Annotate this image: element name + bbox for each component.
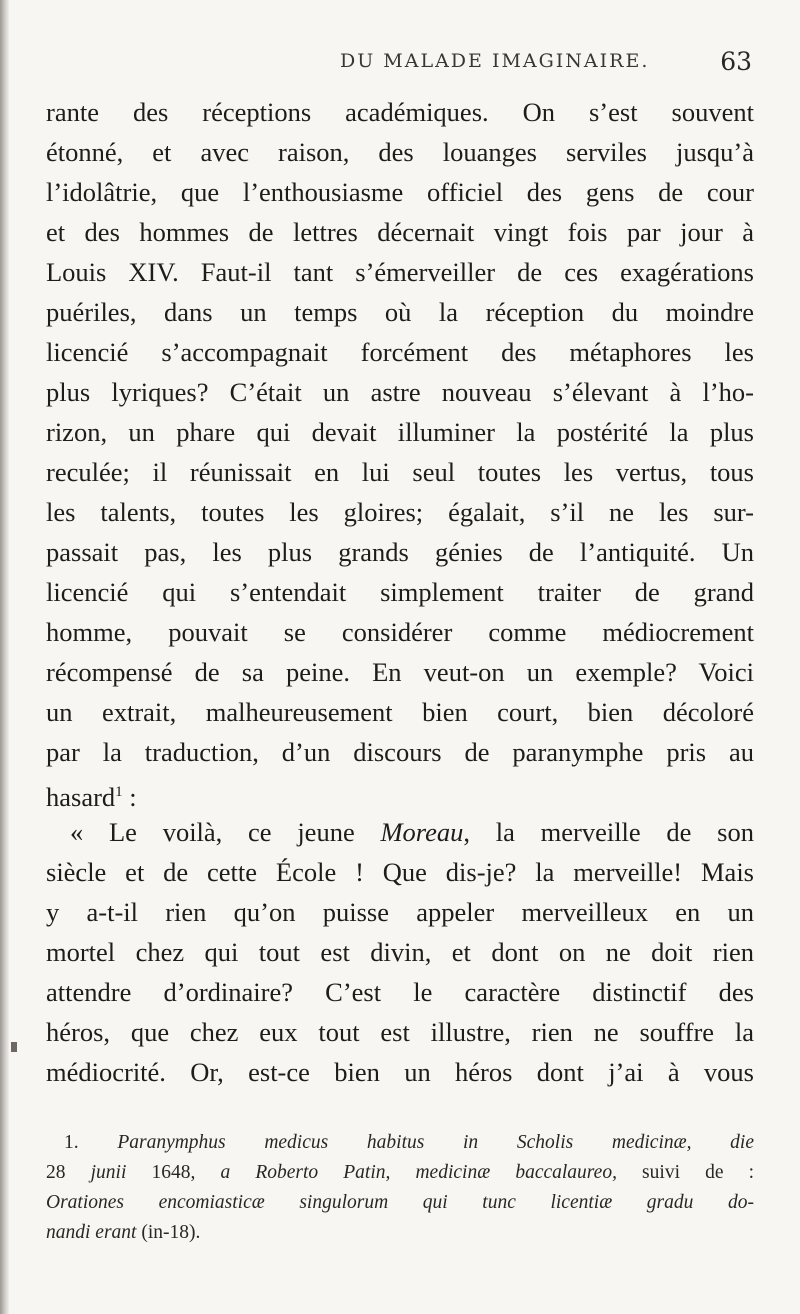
- text-fragment: 1648,: [126, 1162, 221, 1183]
- text-fragment: junii: [90, 1162, 127, 1183]
- text-fragment: nandi erant: [46, 1222, 137, 1243]
- text-line: [46, 772, 754, 812]
- footnote-line: [46, 1158, 754, 1188]
- text-line: par la traduction, d’un discours de paranymphe pris au: [46, 737, 754, 767]
- text-line: licencié s’accompagnait forcément des métaphores les: [46, 337, 754, 367]
- text-line: homme, pouvait se considérer comme médiocrement: [46, 617, 754, 647]
- text-fragment: 28: [46, 1162, 91, 1183]
- text-fragment: , la merveille de son: [463, 817, 754, 847]
- page-header: [40, 47, 760, 80]
- footnote-number: 1.: [64, 1132, 79, 1153]
- page-number: 63: [720, 47, 752, 76]
- quote-line: médiocrité. Or, est-ce bien un héros dont j’ai à vous: [46, 1057, 754, 1087]
- footnote-line: [46, 1218, 754, 1248]
- quote-name: Moreau: [380, 817, 464, 847]
- text-fragment: (in-18).: [136, 1222, 201, 1243]
- text-line: étonné, et avec raison, des louanges serviles jusqu’à: [46, 137, 754, 167]
- footnote: [46, 1128, 754, 1248]
- quote-line: héros, que chez eux tout est illustre, rien ne souffre la: [46, 1017, 754, 1047]
- page-binding-edge: [0, 0, 9, 1314]
- text-line: puériles, dans un temps où la réception du moindre: [46, 297, 754, 327]
- text-line: reculée; il réunissait en lui seul toutes les vertus, tous: [46, 457, 754, 487]
- text-fragment: a Roberto Patin, medicinæ baccalaureo,: [220, 1162, 617, 1183]
- text-line: Louis XIV. Faut-il tant s’émerveiller de ces exagérations: [46, 257, 754, 287]
- text-fragment: suivi de :: [616, 1162, 755, 1183]
- quote-line: y a-t-il rien qu’on puisse appeler merveilleux en un: [46, 897, 754, 927]
- text-line: rante des réceptions académiques. On s’est souvent: [46, 97, 754, 127]
- text-line: l’idolâtrie, que l’enthousiasme officiel des gens de cour: [46, 177, 754, 207]
- quote-line: [46, 812, 754, 852]
- text-line: et des hommes de lettres décernait vingt fois par jour à: [46, 217, 754, 247]
- text-fragment: Paranymphus medicus habitus in Scholis medicinæ, die: [117, 1132, 755, 1153]
- print-mark: [11, 1042, 17, 1052]
- footnote-reference: 1: [115, 784, 123, 800]
- text-line: rizon, un phare qui devait illuminer la postérité la plus: [46, 417, 754, 447]
- running-head: DU MALADE IMAGINAIRE.: [340, 50, 650, 72]
- quote-line: mortel chez qui tout est divin, et dont on ne doit rien: [46, 937, 754, 967]
- body-text: [46, 92, 754, 1092]
- text-line: les talents, toutes les gloires; égalait, s’il ne les sur-: [46, 497, 754, 527]
- text-fragment: hasard: [46, 781, 116, 812]
- quote-line: attendre d’ordinaire? C’est le caractère distinctif des: [46, 977, 754, 1007]
- footnote-line: [46, 1128, 754, 1158]
- text-line: récompensé de sa peine. En veut-on un exemple? Voici: [46, 657, 754, 687]
- quote-line: siècle et de cette École ! Que dis-je? la merveille! Mais: [46, 857, 754, 887]
- text-fragment: « Le voilà, ce jeune: [70, 817, 381, 847]
- text-fragment: :: [122, 781, 137, 812]
- text-line: plus lyriques? C’était un astre nouveau s’élevant à l’ho-: [46, 377, 754, 407]
- text-line: licencié qui s’entendait simplement traiter de grand: [46, 577, 754, 607]
- text-line: passait pas, les plus grands génies de l’antiquité. Un: [46, 537, 754, 567]
- footnote-line: Orationes encomiasticæ singulorum qui tunc licentiæ gradu do-: [46, 1192, 754, 1213]
- text-line: un extrait, malheureusement bien court, bien décoloré: [46, 697, 754, 727]
